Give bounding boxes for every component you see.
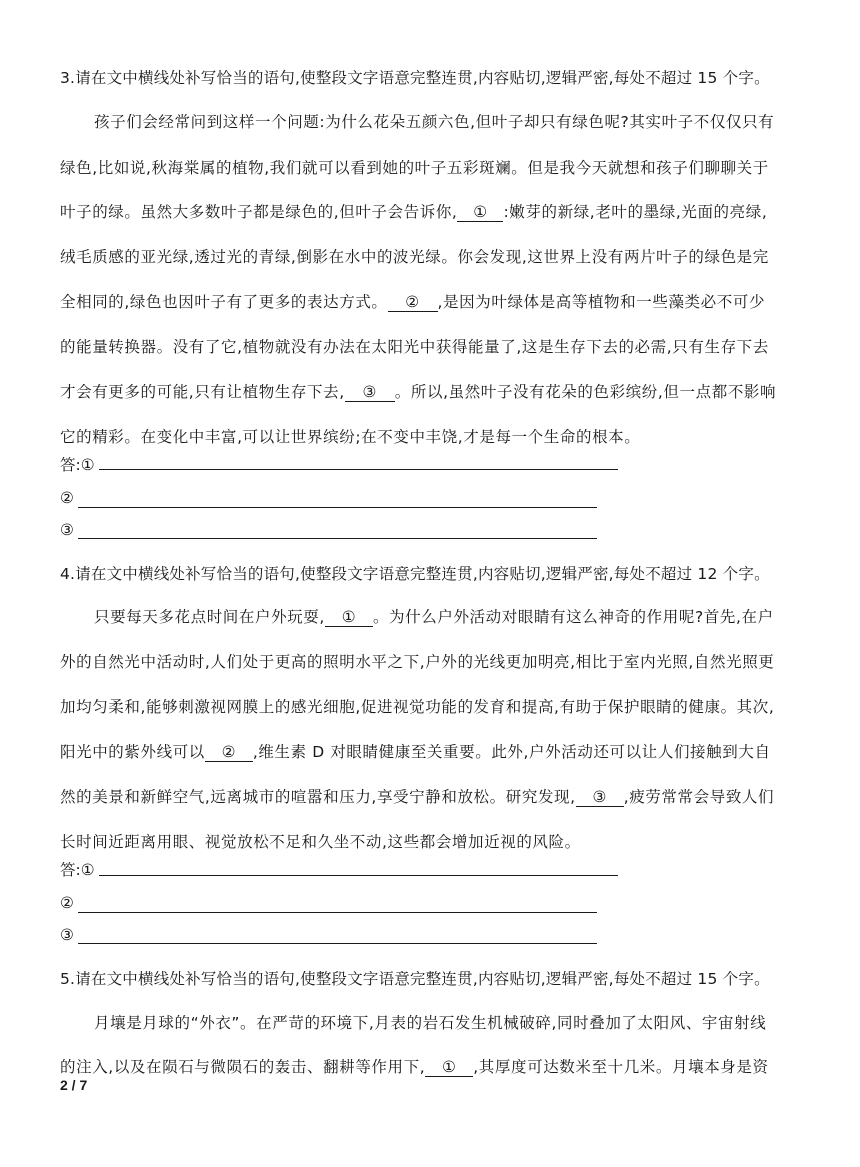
q5-text-line-2 [60,1055,769,1077]
q5-text: 的注入,以及在陨石与微陨石的轰击、翻耕等作用下, [60,1058,426,1076]
q4-answer-1-label: 答:① [60,861,95,879]
q4-text: 只要每天多花点时间在户外玩耍, [94,608,325,626]
q3-text-line-8: 它的精彩。在变化中丰富,可以让世界缤纷;在不变中丰饶,才是每一个生命的根本。 [60,428,641,446]
q4-blank-3: ③ [576,789,624,807]
q3-text-line-6: 的能量转换器。没有了它,植物就没有办法在太阳光中获得能量了,这是生存下去的必需,只有生存下去 [60,338,769,356]
q3-text-line-5 [60,290,765,312]
q5-text: ,其厚度可达数米至十几米。月壤本身是资 [473,1058,769,1076]
q3-answer-1-label: 答:① [60,456,95,474]
q3-text: 叶子的绿。虽然大多数叶子都是绿色的,但叶子会告诉你, [60,203,458,221]
q5-blank-1: ① [425,1059,473,1077]
q3-text-line-3 [60,200,767,222]
q4-answer-1-line[interactable] [99,875,618,876]
q4-text-line-1 [94,605,774,627]
q4-text: 。为什么户外活动对眼睛有这么神奇的作用呢?首先,在户 [372,608,774,626]
q4-text: 阳光中的紫外线可以 [60,743,205,761]
q3-text-line-7 [60,380,776,402]
q3-text: 全相同的,绿色也因叶子有了更多的表达方式。 [60,293,388,311]
q4-blank-2: ② [205,744,253,762]
q3-text-line-1: 孩子们会经常问到这样一个问题:为什么花朵五颜六色,但叶子却只有绿色呢?其实叶子不仅仅只有 [94,113,775,131]
q3-text: 才会有更多的可能,只有让植物生存下去, [60,383,345,401]
q4-answer-3-label: ③ [60,926,74,944]
q3-answer-2-label: ② [60,489,74,507]
q4-text-line-6: 长时间近距离用眼、视觉放松不足和久坐不动,这些都会增加近视的风险。 [60,833,581,851]
q4-text-line-2: 外的自然光中活动时,人们处于更高的照明水平之下,户外的光线更加明亮,相比于室内光照,自然光照更 [60,653,775,671]
page-number: 2 / 7 [60,1077,88,1093]
q3-text: 。所以,虽然叶子没有花朵的色彩缤纷,但一点都不影响 [394,383,777,401]
q4-text-line-5 [60,785,774,807]
q3-blank-3: ③ [345,384,395,402]
q3-answer-1-line[interactable] [99,469,618,470]
q3-answer-2-line[interactable] [78,507,597,508]
q3-text: :嫩芽的新绿,老叶的墨绿,光面的亮绿, [503,203,768,221]
q4-text-line-4 [60,740,771,762]
q3-blank-1: ① [457,204,503,222]
q4-answer-2-line[interactable] [78,912,597,913]
q4-answer-3-line[interactable] [78,943,597,944]
q4-text: ,疲劳常常会导致人们 [623,788,775,806]
question-4-prompt: 4.请在文中横线处补写恰当的语句,使整段文字语意完整连贯,内容贴切,逻辑严密,每处不超过 12 个字。 [60,565,770,583]
q3-answer-3-label: ③ [60,521,74,539]
q3-text: ,是因为叶绿体是高等植物和一些藻类必不可少 [437,293,766,311]
q4-text: ,维生素 D 对眼睛健康至关重要。此外,户外活动还可以让人们接触到大自 [252,743,771,761]
q3-blank-2: ② [388,294,438,312]
q3-text-line-4: 绒毛质感的亚光绿,透过光的青绿,倒影在水中的波光绿。你会发现,这世界上没有两片叶子的绿色是完 [60,248,769,266]
q3-answer-3-line[interactable] [78,538,597,539]
q4-answer-2-label: ② [60,894,74,912]
question-5-prompt: 5.请在文中横线处补写恰当的语句,使整段文字语意完整连贯,内容贴切,逻辑严密,每处不超过 15 个字。 [60,970,770,988]
q3-text-line-2: 绿色,比如说,秋海棠属的植物,我们就可以看到她的叶子五彩斑斓。但是我今天就想和孩子们聊聊关于 [60,159,769,177]
q4-text: 然的美景和新鲜空气,远离城市的喧嚣和压力,享受宁静和放松。研究发现, [60,788,576,806]
q4-text-line-3: 加均匀柔和,能够刺激视网膜上的感光细胞,促进视觉功能的发育和提高,有助于保护眼睛的健康。其次, [60,698,775,716]
q4-blank-1: ① [325,609,373,627]
question-3-prompt: 3.请在文中横线处补写恰当的语句,使整段文字语意完整连贯,内容贴切,逻辑严密,每处不超过 15 个字。 [60,69,770,87]
q5-text-line-1: 月壤是月球的“外衣”。在严苛的环境下,月表的岩石发生机械破碎,同时叠加了太阳风、宇宙射线 [94,1014,767,1032]
